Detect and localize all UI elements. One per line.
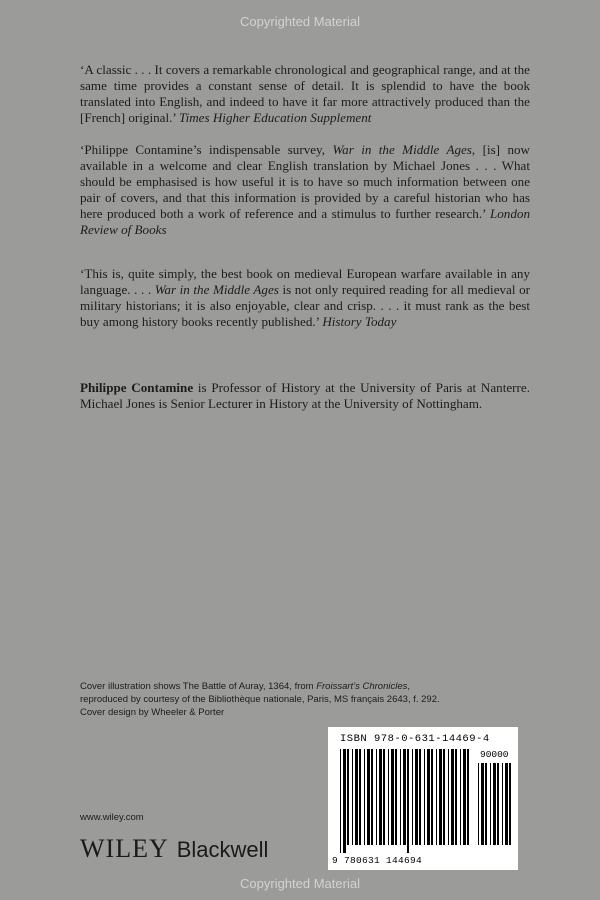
- review-quote-3: [80, 266, 530, 330]
- isbn-label: ISBN 978-0-631-14469-4: [340, 733, 490, 745]
- author-bio: [80, 380, 530, 412]
- barcode-box: [328, 727, 518, 870]
- wiley-wordmark: WILEY: [80, 834, 169, 863]
- publisher-logo: [80, 834, 268, 864]
- watermark-top: Copyrighted Material: [240, 14, 360, 29]
- quote-text-segment: ‘Philippe Contamine’s indispensable survey,: [80, 142, 333, 157]
- publisher-url: www.wiley.com: [80, 812, 144, 823]
- quote-italic-segment: History Today: [322, 314, 397, 329]
- quote-italic-segment: London Review of Books: [80, 206, 530, 237]
- quote-italic-segment: War in the Middle Ages: [154, 282, 279, 297]
- credits-comma: ,: [407, 681, 411, 692]
- price-code: 90000: [480, 749, 509, 760]
- quote-text-segment: is not only required reading for all medieval or military historians; it is also enjoyable, clear and crisp. . . . it must rank as the best buy among history books recently published.’: [80, 282, 530, 329]
- credits-line-3: Cover design by Wheeler & Porter: [80, 707, 225, 718]
- credits-line-2: reproduced by courtesy of the Bibliothèque nationale, Paris, MS français 2643, f. 292.: [80, 694, 440, 705]
- cover-credits: [80, 680, 500, 719]
- review-quote-1: [80, 62, 530, 126]
- quote-text-segment: ‘This is, quite simply, the best book on medieval European warfare available in any language. . . .: [80, 266, 530, 297]
- author-name: Philippe Contamine: [80, 380, 194, 395]
- quote-italic-segment: War in the Middle Ages: [332, 142, 472, 157]
- ean13-barcode-icon: [340, 749, 474, 853]
- quote-text-segment: ‘A classic . . . It covers a remarkable chronological and geographical range, and at the same time provides a constant sense of detail. It is splendid to have the book translated into English, and indeed to have it far more attractively produced than the [French] original.’: [80, 62, 530, 125]
- review-quote-2: [80, 142, 530, 238]
- credits-illustration-text: Cover illustration shows The Battle of Auray, 1364, from: [80, 681, 317, 692]
- credits-line-1: [80, 680, 500, 693]
- addon-barcode-icon: [478, 763, 512, 853]
- quote-text-segment: , [is] now available in a welcome and clear English translation by Michael Jones . . . What should be emphasised is how useful it is to have so much information between one pair of covers, and that this information is provided by a careful historian who has here produced both a work of reference and a stimulus to further research.’: [80, 142, 530, 221]
- watermark-bottom: Copyrighted Material: [240, 876, 360, 891]
- credits-chronicle-title: Froissart’s Chronicles: [316, 681, 408, 692]
- blackwell-wordmark: Blackwell: [176, 837, 269, 862]
- quote-italic-segment: Times Higher Education Supplement: [179, 110, 372, 125]
- barcode-digits: 9 780631 144694: [332, 855, 423, 866]
- author-bio-text: is Professor of History at the University of Paris at Nanterre. Michael Jones is Senior Lecturer in History at the University of Nottingham.: [80, 380, 530, 411]
